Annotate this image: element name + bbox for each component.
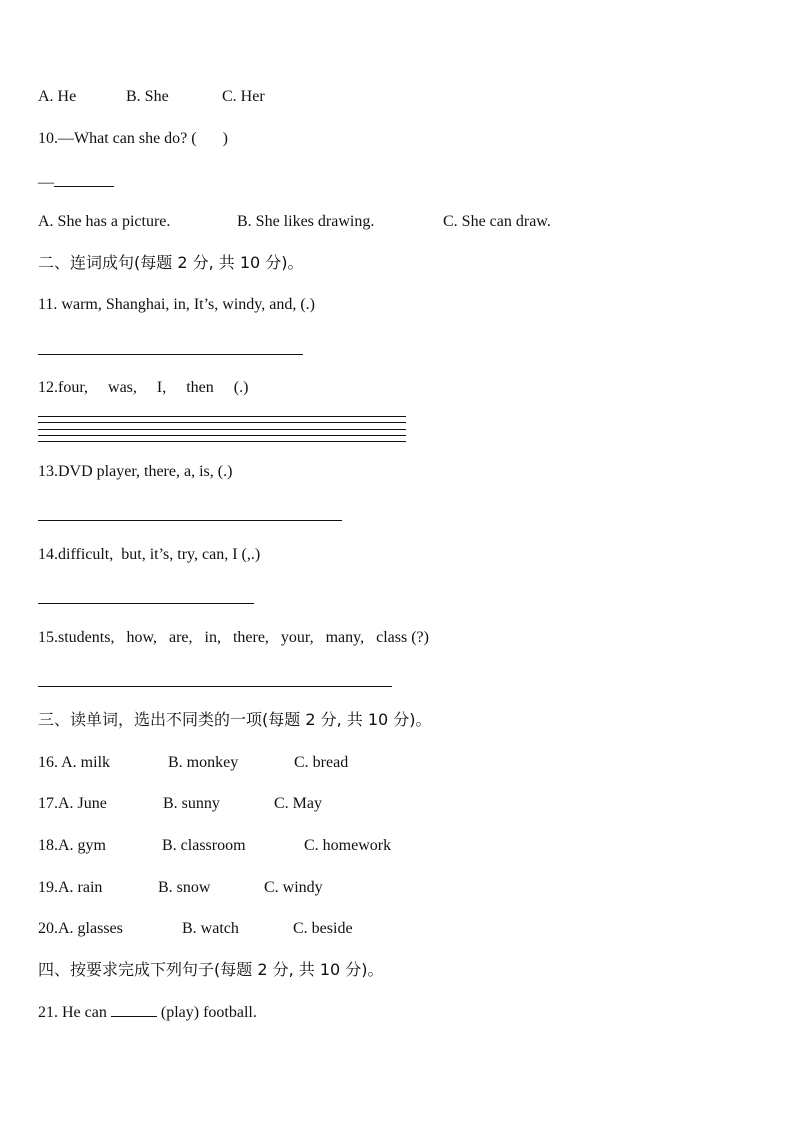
q19-number: 19 [38, 879, 54, 896]
q9-option-a: A. He [38, 88, 77, 105]
q13-words: .DVD player, there, a, is, (.) [54, 463, 233, 480]
q10-option-a: A. She has a picture. [38, 213, 171, 230]
q14-answer-line[interactable] [38, 603, 254, 604]
q11-answer-line[interactable] [38, 354, 303, 355]
q15-words: .students, how, are, in, there, your, many, class (?) [54, 629, 429, 646]
q15-number: 15 [38, 629, 54, 646]
q20-number: 20 [38, 920, 54, 937]
q15-answer-line[interactable] [38, 686, 392, 687]
q10-option-c: C. She can draw. [443, 213, 551, 230]
q21-text [38, 1002, 257, 1022]
q20-option-b: B. watch [182, 920, 239, 937]
q18-option-b: B. classroom [162, 837, 246, 854]
q16-option-b: B. monkey [168, 754, 239, 771]
q19-option-b: B. snow [158, 879, 211, 896]
q12-words: .four, was, I, then (.) [54, 379, 249, 396]
q16-option-a: 16. A. milk [38, 754, 111, 771]
q10-options [38, 212, 551, 232]
q21-after: (play) football. [156, 1004, 257, 1021]
q13-answer-line[interactable] [38, 520, 342, 521]
q20-options [38, 919, 353, 939]
q14-words: .difficult, but, it’s, try, can, I (,.) [54, 546, 261, 563]
q21-before: . He can [54, 1004, 111, 1021]
section2-heading: 二、连词成句(每题 2 分, 共 10 分)。 [38, 253, 304, 272]
q12-text [38, 378, 248, 398]
q10-option-b: B. She likes drawing. [237, 213, 375, 230]
q13-text [38, 462, 232, 482]
q20-option-a: 20.A. glasses [38, 920, 123, 937]
q19-options [38, 878, 323, 898]
q12-answer-line-2[interactable] [38, 422, 406, 423]
q18-option-a: 18.A. gym [38, 837, 106, 854]
q11-text [38, 295, 315, 315]
q9-options [38, 87, 265, 107]
q12-answer-line-4[interactable] [38, 435, 406, 436]
q18-option-c: C. homework [304, 837, 392, 854]
q17-options [38, 794, 322, 814]
q21-number: 21 [38, 1004, 54, 1021]
q18-number: 18 [38, 837, 54, 854]
q17-option-c: C. May [274, 795, 322, 812]
q14-text [38, 545, 260, 565]
q14-number: 14 [38, 546, 54, 563]
q10-answer-dash: — [38, 174, 54, 191]
q16-number: 16 [38, 754, 54, 771]
q15-text [38, 628, 429, 648]
q10-number: 10. [38, 130, 58, 147]
q16-option-c: C. bread [294, 754, 349, 771]
q12-number: 12 [38, 379, 54, 396]
q12-answer-line-5[interactable] [38, 441, 406, 442]
q10-answer-blank[interactable] [54, 172, 114, 187]
q10-close-paren: ) [222, 130, 228, 147]
q17-number: 17 [38, 795, 54, 812]
q12-answer-line-1[interactable] [38, 416, 406, 417]
q17-option-b: B. sunny [163, 795, 220, 812]
q13-number: 13 [38, 463, 54, 480]
q17-option-a: 17.A. June [38, 795, 107, 812]
q10-question-text: —What can she do? ( [58, 130, 197, 147]
q11-number: 11 [38, 296, 54, 313]
q10-answer-line [38, 172, 114, 192]
q10-question [38, 129, 228, 149]
q19-option-c: C. windy [264, 879, 323, 896]
section4-heading: 四、按要求完成下列句子(每题 2 分, 共 10 分)。 [38, 960, 384, 979]
q9-option-c: C. Her [222, 88, 265, 105]
q12-answer-line-3[interactable] [38, 429, 406, 430]
q11-words: . warm, Shanghai, in, It’s, windy, and, (.) [53, 296, 315, 313]
q16-options [38, 753, 348, 773]
section3-heading: 三、读单词，选出不同类的一项(每题 2 分, 共 10 分)。 [38, 710, 432, 729]
q20-option-c: C. beside [293, 920, 353, 937]
q21-answer-blank[interactable] [111, 1002, 157, 1017]
q9-option-b: B. She [126, 88, 169, 105]
q18-options [38, 836, 391, 856]
q19-option-a: 19.A. rain [38, 879, 103, 896]
